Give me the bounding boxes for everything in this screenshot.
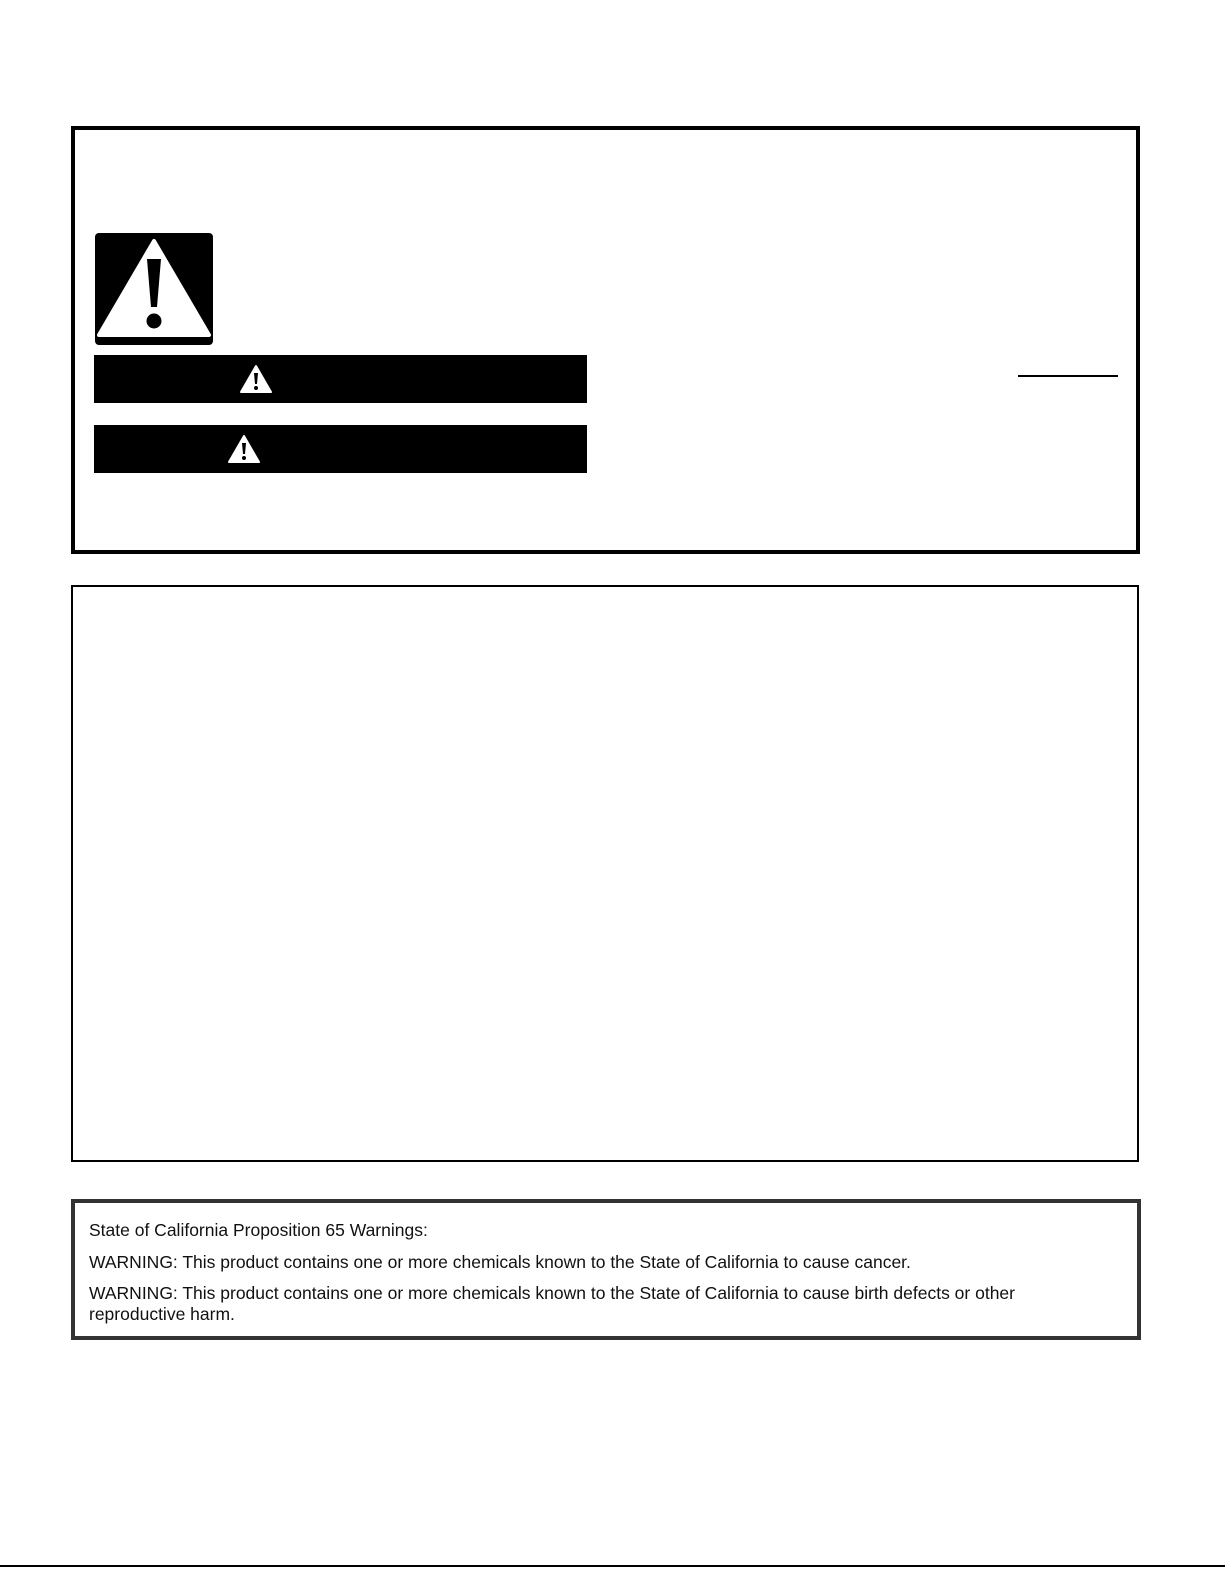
warning-signal-bar: [94, 425, 587, 473]
danger-signal-bar: [94, 355, 587, 403]
small-alert-triangle-icon: [227, 434, 261, 464]
safety-alert-symbol: [95, 233, 213, 345]
safety-alert-triangle-icon: [95, 233, 213, 345]
safety-information-box: [71, 126, 1140, 554]
page-bottom-rule: [0, 1565, 1225, 1567]
small-alert-triangle-icon: [239, 364, 273, 394]
prop65-heading: State of California Proposition 65 Warnings:: [89, 1220, 428, 1240]
prop65-birth-defects-warning: WARNING: This product contains one or more chemicals known to the State of California to cause birth defects or other reproductive harm.: [89, 1283, 1015, 1324]
important-safety-instructions-box: [71, 585, 1139, 1162]
underline-rule: [1018, 375, 1118, 377]
prop65-cancer-warning: WARNING: This product contains one or more chemicals known to the State of California to cause cancer.: [89, 1252, 911, 1272]
